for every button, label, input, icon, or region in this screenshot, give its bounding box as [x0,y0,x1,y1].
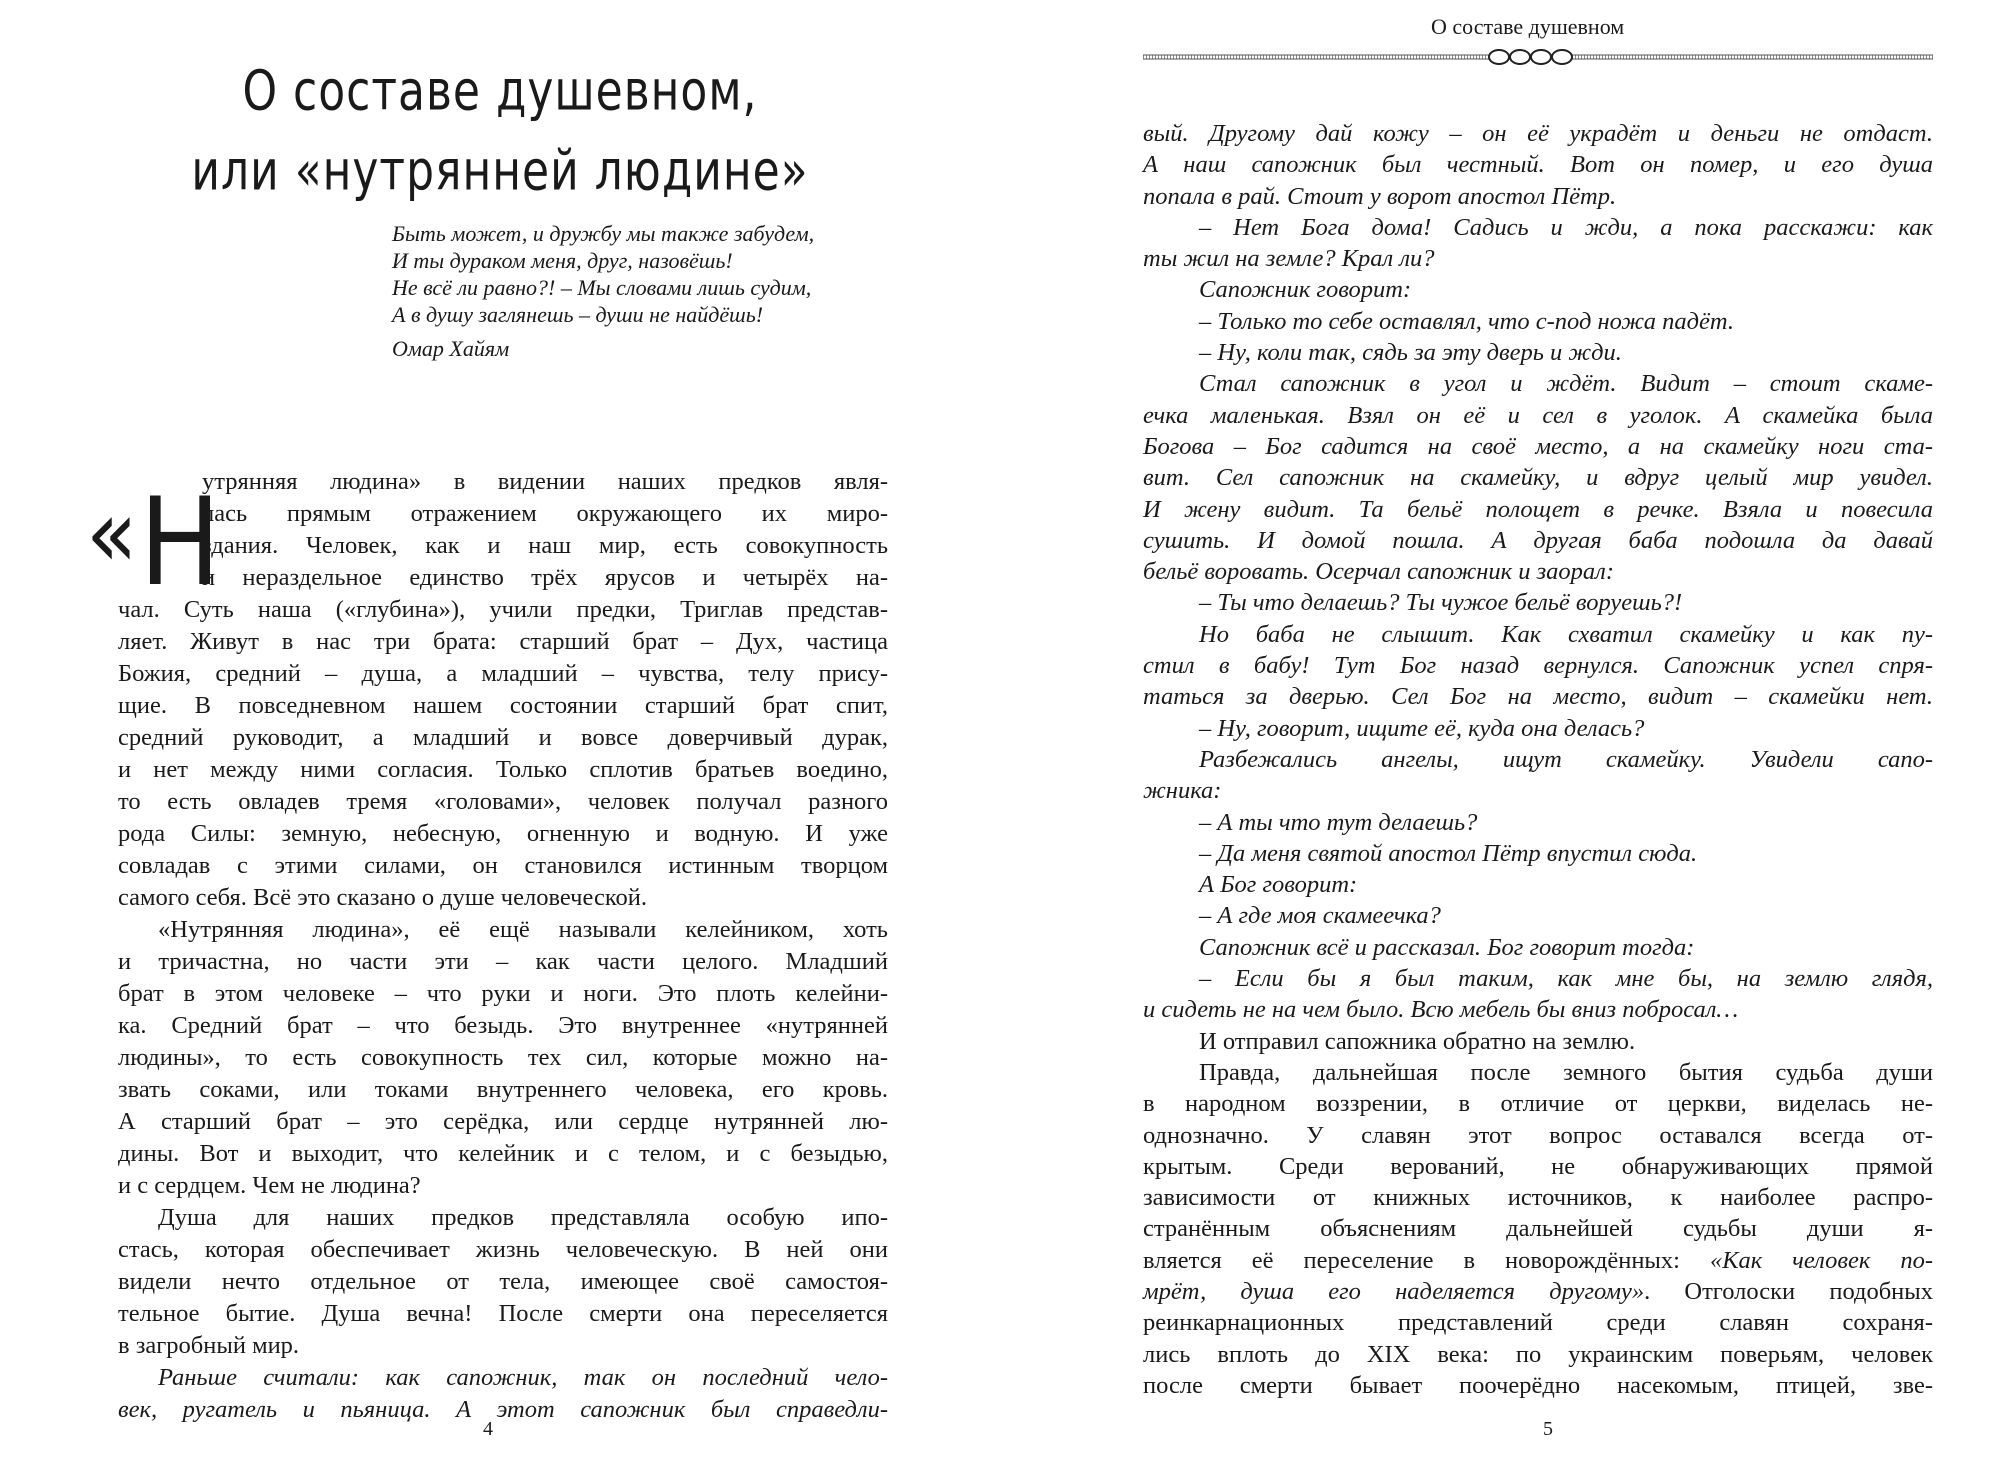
text-line: утрянняя людина» в видении наших предков явля- [202,468,888,495]
text-line: – Только то себе оставлял, что с-под ножа падёт. [1199,307,1734,335]
quoted-belief: мрёт, душа его наделяется другому» [1143,1277,1645,1305]
page-number: 5 [1543,1418,1553,1440]
text-line: реинкарнационных представлений среди славян сохраня- [1143,1309,1933,1337]
text-line: звать соками, или токами внутреннего человека, его кровь. [118,1076,888,1103]
epigraph-line: И ты дураком меня, друг, назовёшь! [392,248,733,273]
text-line-mixed [1143,1276,1933,1307]
text-line: Разбежались ангелы, ищут скамейку. Увидели сапо- [1199,745,1933,773]
text-line: – А где моя скамеечка? [1199,902,1441,930]
text-line: ка. Средний брат – что безыдь. Это внутреннее «нутрянней [118,1012,888,1039]
text-line: таться за дверью. Сел Бог на место, видит – скамейки нет. [1143,683,1933,711]
knot-3 [1531,50,1551,64]
text-line: зависимости от книжных источников, к наиболее распро- [1143,1184,1933,1212]
drop-cap-quote: « [86,478,138,589]
epigraph-author: Омар Хайям [392,336,510,361]
text-line: Божия, средний – душа, а младший – чувства, телу прису- [118,660,888,687]
text-line: и нераздельное единство трёх ярусов и четырёх на- [202,564,888,591]
text-line: век, ругатель и пьяница. А этот сапожник был справедли- [118,1396,888,1423]
text-line: Стал сапожник в угол и ждёт. Видит – стоит скаме- [1199,370,1933,398]
text-line: Богова – Бог садится на своё место, а на скамейку ноги ста- [1143,432,1933,460]
text-line: однозначно. У славян этот вопрос оставался всегда от- [1143,1121,1933,1149]
text-line: лась прямым отражением окружающего их миро- [202,500,888,527]
running-head: О составе душевном [1431,14,1625,39]
chapter-title-line-2: или «нутрянней людине» [191,139,809,204]
text-line: рода Силы: земную, небесную, огненную и водную. И уже [118,820,888,847]
knot-4 [1552,50,1572,64]
knot-1 [1489,50,1509,64]
text-line: людины», то есть совокупность тех сил, которые можно на- [118,1044,888,1071]
right-body-text [1143,118,1933,1401]
text-line: после смерти бывает поочерёдно насекомым, птицей, зве- [1143,1371,1933,1399]
text-line: вит. Сел сапожник на скамейку, и вдруг целый мир увидел. [1143,464,1933,492]
text-line: чал. Суть наша («глубина»), учили предки, Триглав представ- [118,596,888,623]
text-fragment: вляется её переселение в новорождённых: [1143,1246,1710,1274]
rule-knot-ornament [1489,50,1572,64]
text-line: жника: [1143,777,1222,805]
text-line: А наш сапожник был честный. Вот он помер, и его душа [1143,151,1933,179]
text-line: то есть овладев тремя «головами», человек получал разного [118,788,888,815]
text-line: Душа для наших предков представляла особую ипо- [158,1204,888,1231]
text-line: крытым. Среди верований, не обнаруживающих прямой [1143,1152,1933,1180]
text-line: – Ну, говорит, ищите её, куда она делась? [1199,714,1645,742]
text-line: Правда, дальнейшая после земного бытия судьба души [1199,1058,1933,1086]
text-line: А старший брат – это серёдка, или сердце нутрянней лю- [118,1108,888,1135]
text-line: совладав с этими силами, он становился истинным творцом [118,852,888,879]
text-line: самого себя. Всё это сказано о душе человеческой. [118,884,647,911]
text-line: в загробный мир. [118,1332,300,1359]
page-number: 4 [483,1418,493,1440]
text-line: И отправил сапожника обратно на землю. [1199,1027,1636,1055]
epigraph-line: А в душу заглянешь – души не найдёшь! [392,302,764,327]
text-line: попала в рай. Стоит у ворот апостол Пётр. [1143,182,1617,210]
text-line: щие. В повседневном нашем состоянии старший брат спит, [118,692,888,719]
text-line: и с сердцем. Чем не людина? [118,1172,421,1199]
text-line: странённым объяснениям дальнейшей судьбы души я- [1143,1215,1933,1243]
text-line: вый. Другому дай кожу – он её украдёт и деньги не отдаст. [1143,120,1933,147]
text-line: брат в этом человеке – что руки и ноги. Это плоть келейни- [118,980,888,1007]
text-line: в народном воззрении, в отличие от церкви, виделась не- [1143,1090,1933,1118]
text-line: и тричастна, но части эти – как части целого. Младший [118,948,888,975]
text-line: Раньше считали: как сапожник, так он последний чело- [158,1364,888,1391]
text-line: сушить. И домой пошла. А другая баба подошла да давай [1143,526,1933,554]
text-line: видели нечто отдельное от тела, имеющее своё самостоя- [118,1268,888,1295]
drop-cap-letter: Н [139,473,221,614]
chapter-title [150,52,850,212]
text-line: «Нутрянняя людина», её ещё называли келейником, хоть [158,916,888,943]
text-line: стил в бабу! Тут Бог назад вернулся. Сапожник успел спря- [1143,652,1933,680]
text-line: – Да меня святой апостол Пётр впустил сюда. [1199,839,1698,867]
text-line: – А ты что тут делаешь? [1199,808,1478,836]
epigraph-line: Быть может, и дружбу мы также забудем, [392,221,815,246]
text-line: и сидеть не на чем было. Всю мебель бы вниз побросал… [1143,996,1739,1024]
text-line: тельное бытие. Душа вечна! После смерти она переселяется [118,1300,888,1327]
left-body-text [118,466,888,1426]
text-line: Сапожник говорит: [1199,276,1412,304]
text-line: Сапожник всё и рассказал. Бог говорит тогда: [1199,933,1695,961]
text-line: Но баба не слышит. Как схватил скамейку и как пу- [1199,620,1933,648]
text-line: ляет. Живут в нас три брата: старший брат – Дух, частица [118,628,888,655]
text-line: ты жил на земле? Крал ли? [1143,245,1435,273]
text-line: средний руководит, а младший и вовсе доверчивый дурак, [118,724,888,751]
text-line: А Бог говорит: [1199,871,1358,899]
text-line: И жену видит. Та бельё полощет в речке. Взяла и повесила [1143,495,1933,523]
text-line: – Ты что делаешь? Ты чужое бельё воруешь?! [1199,589,1683,617]
quoted-belief: «Как человек по- [1709,1246,1933,1274]
text-fragment: . Отголоски подобных [1644,1277,1933,1305]
text-line: – Нет Бога дома! Садись и жди, а пока расскажи: как [1199,213,1933,241]
text-line: лись вплоть до XIX века: по украинским поверьям, человек [1143,1340,1933,1368]
text-line: ечка маленькая. Взял он её и сел в уголок. А скамейка была [1143,401,1933,429]
text-line: – Если бы я был таким, как мне бы, на землю глядя, [1199,965,1933,993]
knot-2 [1510,50,1530,64]
ornamental-rule [1143,48,1933,66]
chapter-title-line-1: О составе душевном, [242,59,758,124]
text-line: здания. Человек, как и наш мир, есть совокупность [202,532,888,559]
epigraph [392,220,912,362]
text-line: и нет между ними согласия. Только сплотив братьев воедино, [118,756,888,783]
text-line: стась, которая обеспечивает жизнь человеческую. В ней они [118,1236,888,1263]
text-line: – Ну, коли так, сядь за эту дверь и жди. [1199,339,1622,367]
epigraph-line: Не всё ли равно?! – Мы словами лишь судим, [392,275,812,300]
text-line: дины. Вот и выходит, что келейник и с телом, и с безыдью, [118,1140,888,1167]
text-line: бельё воровать. Осерчал сапожник и заорал: [1143,558,1615,586]
text-line-mixed [1143,1245,1933,1276]
